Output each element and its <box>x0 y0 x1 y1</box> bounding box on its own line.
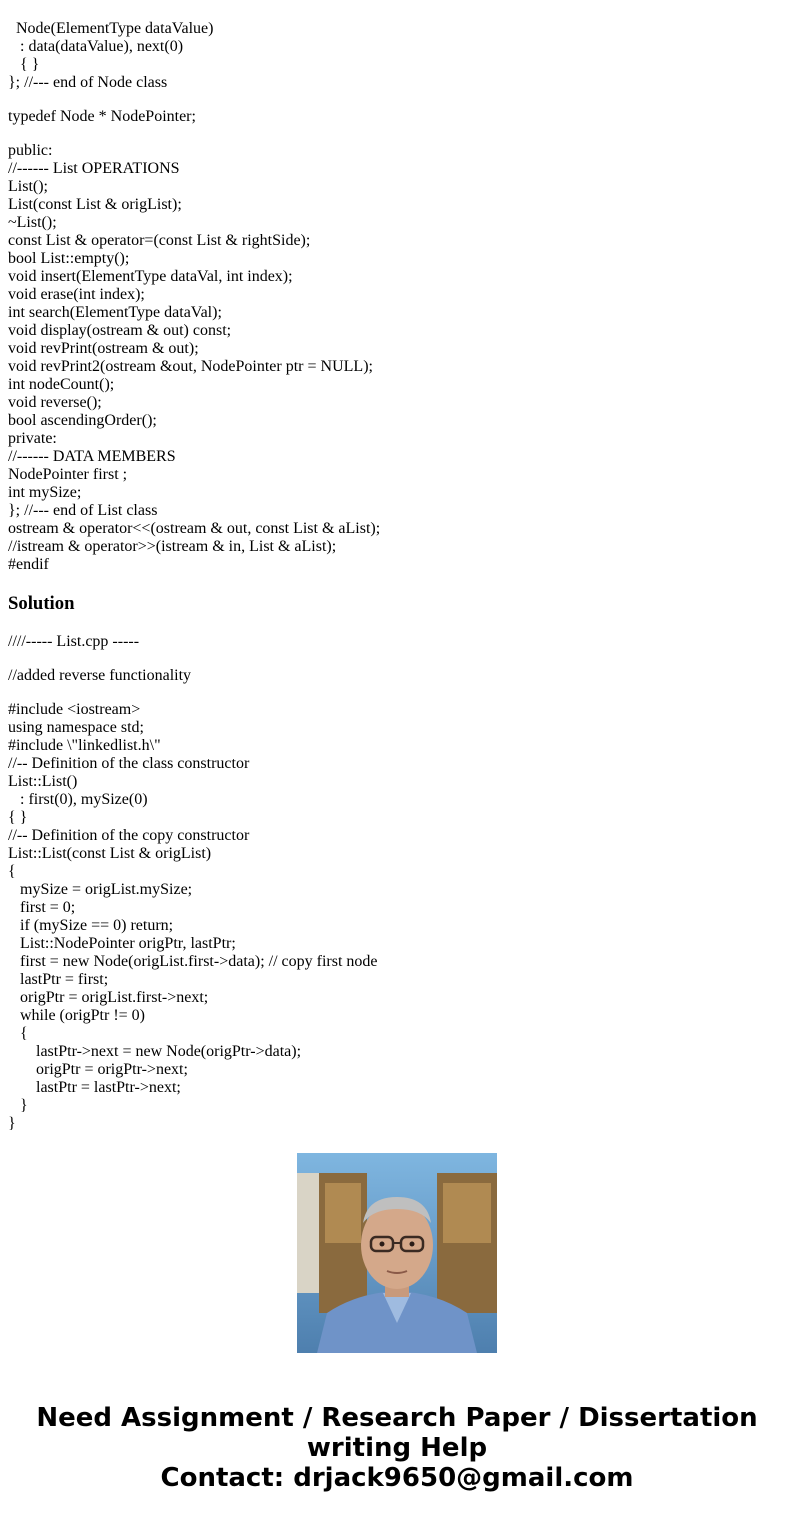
code-line: } <box>8 1115 16 1132</box>
code-line: if (mySize == 0) return; <box>8 917 174 934</box>
code-line: { } <box>8 809 28 826</box>
code-line: bool ascendingOrder(); <box>8 412 157 429</box>
promo-line-1: Need Assignment / Research Paper / Dissertation <box>36 1403 758 1433</box>
cpp-file-title: ////----- List.cpp ----- <box>8 633 140 650</box>
code-line: : data(dataValue), next(0) <box>8 38 184 55</box>
code-line: void revPrint(ostream & out); <box>8 340 199 357</box>
code-line: void reverse(); <box>8 394 102 411</box>
code-line: //-- Definition of the class constructor <box>8 755 250 772</box>
solution-heading: Solution <box>8 593 75 614</box>
person-portrait-icon <box>297 1153 497 1353</box>
code-line: first = 0; <box>8 899 76 916</box>
code-line: lastPtr->next = new Node(origPtr->data); <box>8 1043 302 1060</box>
code-line: mySize = origList.mySize; <box>8 881 193 898</box>
code-line: NodePointer first ; <box>8 466 128 483</box>
code-line: Node(ElementType dataValue) <box>8 20 214 37</box>
code-line: bool List::empty(); <box>8 250 130 267</box>
code-line: private: <box>8 430 57 447</box>
typedef-line: typedef Node * NodePointer; <box>8 108 196 125</box>
node-class-code <box>8 20 788 92</box>
promo-contact: Contact: drjack9650@gmail.com <box>160 1463 634 1493</box>
code-line: lastPtr = first; <box>8 971 109 988</box>
code-line: origPtr = origList.first->next; <box>8 989 209 1006</box>
list-class-code <box>8 142 788 574</box>
code-line: { } <box>8 56 40 73</box>
code-line: lastPtr = lastPtr->next; <box>8 1079 181 1096</box>
code-line: }; //--- end of List class <box>8 502 158 519</box>
code-line: int nodeCount(); <box>8 376 115 393</box>
code-line: #include \"linkedlist.h\" <box>8 737 161 754</box>
code-line: void display(ostream & out) const; <box>8 322 232 339</box>
code-line: public: <box>8 142 53 159</box>
code-line: #include <iostream> <box>8 701 141 718</box>
code-line: { <box>8 863 16 880</box>
code-line: //------ DATA MEMBERS <box>8 448 176 465</box>
code-line: List(); <box>8 178 48 195</box>
code-line: ~List(); <box>8 214 57 231</box>
code-line: int mySize; <box>8 484 82 501</box>
code-line: origPtr = origPtr->next; <box>8 1061 188 1078</box>
code-line: List::List(const List & origList) <box>8 845 212 862</box>
code-line: int search(ElementType dataVal); <box>8 304 222 321</box>
code-line: const List & operator=(const List & rightSide); <box>8 232 311 249</box>
code-line: void revPrint2(ostream &out, NodePointer ptr = NULL); <box>8 358 373 375</box>
code-line: //istream & operator>>(istream & in, List & aList); <box>8 538 337 555</box>
code-line: List(const List & origList); <box>8 196 182 213</box>
cpp-file-comment: //added reverse functionality <box>8 667 192 684</box>
code-line: List::List() <box>8 773 78 790</box>
code-line: //-- Definition of the copy constructor <box>8 827 250 844</box>
promo-banner <box>0 1403 794 1493</box>
code-line: using namespace std; <box>8 719 144 736</box>
code-line: }; //--- end of Node class <box>8 74 168 91</box>
code-line: : first(0), mySize(0) <box>8 791 148 808</box>
code-line: #endif <box>8 556 49 573</box>
promo-line-2: writing Help <box>306 1433 488 1463</box>
code-line: //------ List OPERATIONS <box>8 160 180 177</box>
code-line: void insert(ElementType dataVal, int index); <box>8 268 293 285</box>
code-line: first = new Node(origList.first->data); // copy first node <box>8 953 378 970</box>
code-line: ostream & operator<<(ostream & out, const List & aList); <box>8 520 381 537</box>
code-line: { <box>8 1025 28 1042</box>
code-line: void erase(int index); <box>8 286 145 303</box>
cpp-code <box>8 701 788 1132</box>
code-line: while (origPtr != 0) <box>8 1007 145 1024</box>
code-line: } <box>8 1097 28 1114</box>
code-line: List::NodePointer origPtr, lastPtr; <box>8 935 236 952</box>
